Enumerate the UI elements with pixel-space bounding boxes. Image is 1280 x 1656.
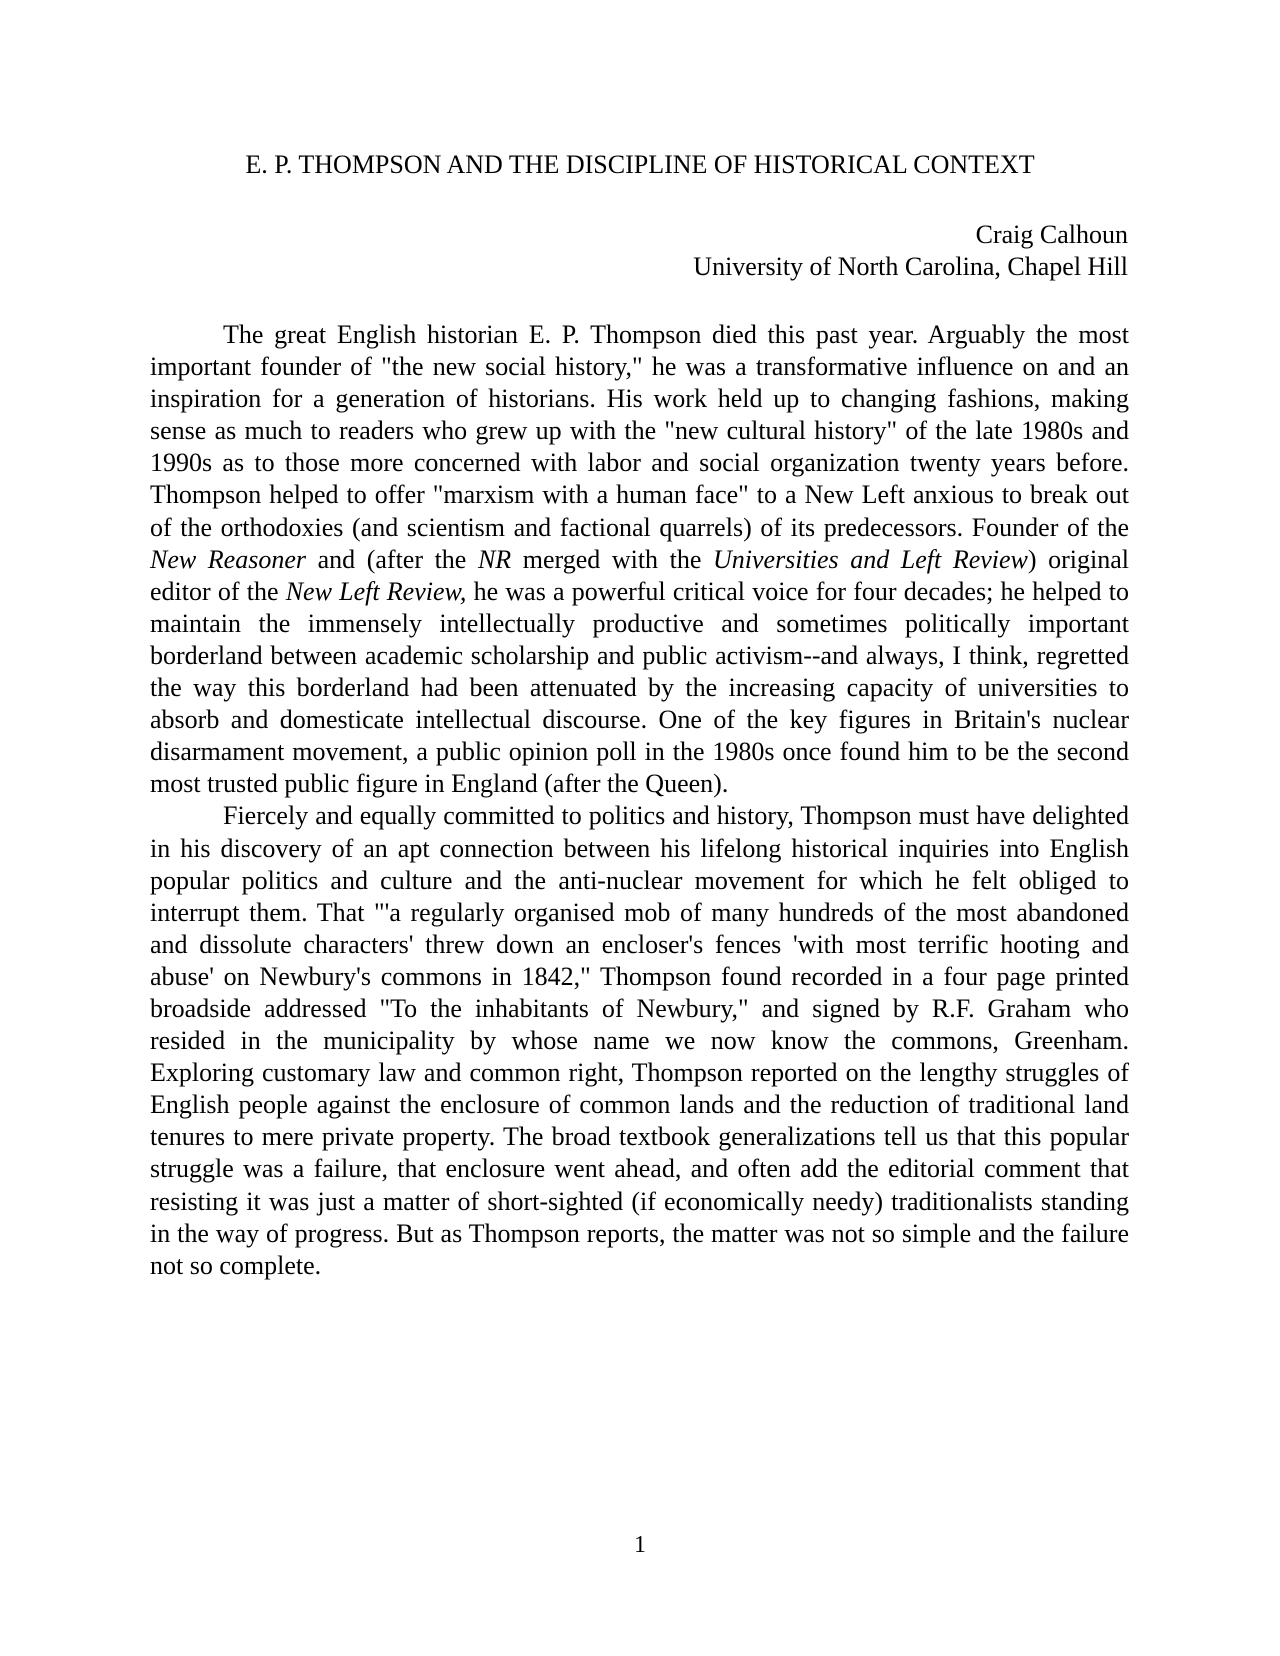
- body-text: [150, 319, 1129, 1282]
- paragraph-text: and (after the: [306, 544, 478, 574]
- journal-abbrev-nr: NR: [477, 544, 512, 574]
- paper-title: E. P. THOMPSON AND THE DISCIPLINE OF HISTORICAL CONTEXT: [245, 150, 1035, 179]
- paragraph-text: he was a powerful critical voice for four decades; he helped to maintain the immensely intellectually productive and sometimes politically important borderland between academic scholarship and public activism--and always, I think, regretted the way this borderland had been attenuated by the increasing capacity of universities to absorb and domesticate intellectual discourse. One of the key figures in Britain's nuclear disarmament movement, a public opinion poll in the 1980s once found him to be the second most trusted public figure in England (after the Queen).: [150, 576, 1129, 799]
- paragraph-1: [150, 319, 1129, 800]
- paragraph-2: [150, 800, 1129, 1281]
- paragraph-text: merged with the: [511, 544, 713, 574]
- paragraph-text: Fiercely and equally committed to politics and history, Thompson must have delighted in his discovery of an apt connection between his lifelong historical inquiries into English popular politics and culture and the anti-nuclear movement for which he felt obliged to interrupt them. That "'a regularly organised mob of many hundreds of the most abandoned and dissolute characters' threw down an encloser's fences 'with most terrific hooting and abuse' on Newbury's commons in 1842," Thompson found recorded in a four page printed broadside addressed "To the inhabitants of Newbury," and signed by R.F. Graham who resided in the municipality by whose name we now know the commons, Greenham. Exploring customary law and common right, Thompson reported on the lengthy struggles of English people against the enclosure of common lands and the reduction of traditional land tenures to mere private property. The broad textbook generalizations tell us that this popular struggle was a failure, that enclosure went ahead, and often add the editorial comment that resisting it was just a matter of short-sighted (if economically needy) traditionalists standing in the way of progress. But as Thompson reports, the matter was not so simple and the failure not so complete.: [150, 801, 1129, 1280]
- journal-title-new-left-review: New Left Review,: [285, 576, 467, 606]
- journal-title-universities-left-review: Universities and Left Review: [712, 544, 1028, 574]
- paragraph-text: The great English historian E. P. Thompson died this past year. Arguably the most important founder of "the new social history," he was a transformative influence on and an inspiration for a generation of historians. His work held up to changing fashions, making sense as much to readers who grew up with the "new cultural history" of the late 1980s and 1990s as to those more concerned with labor and social organization twenty years before. Thompson helped to offer "marxism with a human face" to a New Left anxious to break out of the orthodoxies (and scientism and factional quarrels) of its predecessors. Founder of the: [150, 320, 1129, 542]
- author-affiliation: University of North Carolina, Chapel Hill: [693, 252, 1128, 281]
- author-name: Craig Calhoun: [975, 220, 1128, 249]
- author-block: [560, 219, 1128, 283]
- page-number: 1: [634, 1532, 646, 1558]
- paragraph-text: ) original editor of the: [150, 544, 1129, 606]
- journal-title-new-reasoner: New Reasoner: [150, 544, 307, 574]
